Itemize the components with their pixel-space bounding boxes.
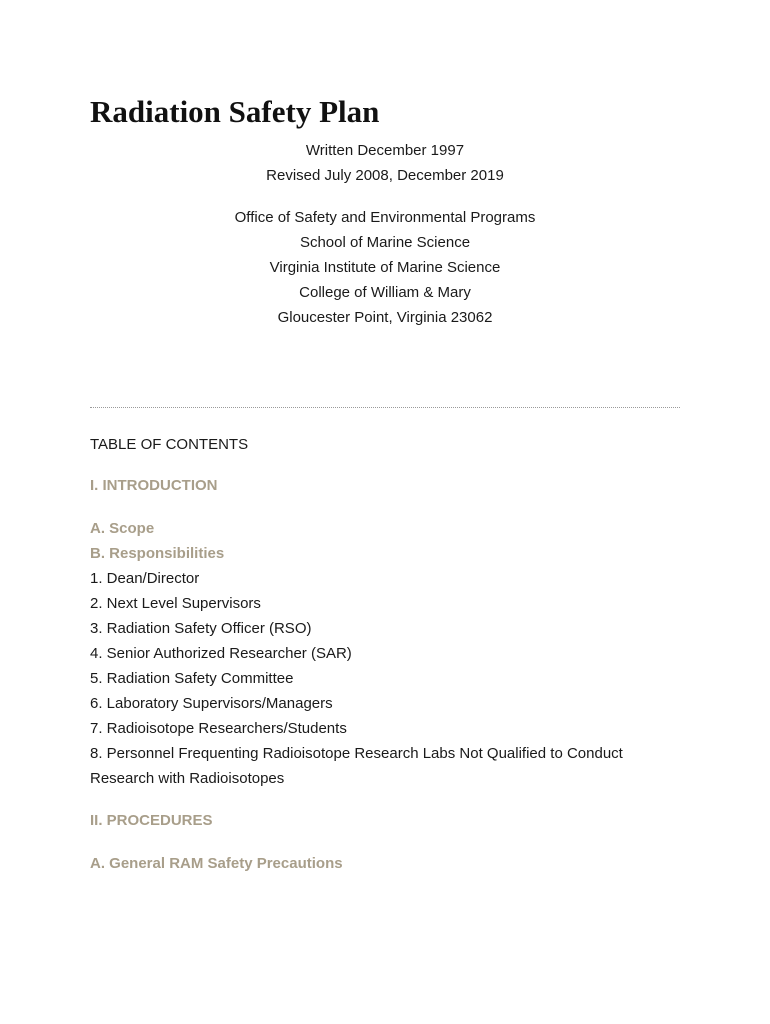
org-line-school: School of Marine Science xyxy=(299,234,471,251)
list-item: 6. Laboratory Supervisors/Managers xyxy=(90,695,333,712)
list-item: 2. Next Level Supervisors xyxy=(90,595,261,612)
list-item: 4. Senior Authorized Researcher (SAR) xyxy=(90,645,352,662)
org-line-college: College of William & Mary xyxy=(299,284,471,301)
responsibilities-list xyxy=(90,566,680,791)
toc-link-scope[interactable]: A. Scope xyxy=(90,520,155,537)
revised-date: Revised July 2008, December 2019 xyxy=(266,167,504,184)
list-item: 7. Radioisotope Researchers/Students xyxy=(90,720,347,737)
written-date: Written December 1997 xyxy=(305,142,465,159)
revision-info xyxy=(90,138,680,188)
list-item: 3. Radiation Safety Officer (RSO) xyxy=(90,620,312,637)
section-divider xyxy=(90,407,680,408)
toc-heading: TABLE OF CONTENTS xyxy=(90,436,249,453)
list-item: 5. Radiation Safety Committee xyxy=(90,670,294,687)
org-line-address: Gloucester Point, Virginia 23062 xyxy=(277,309,493,326)
list-item: 1. Dean/Director xyxy=(90,570,200,587)
org-line-office: Office of Safety and Environmental Programs xyxy=(234,209,536,226)
toc-link-procedures[interactable]: II. PROCEDURES xyxy=(90,812,213,829)
page-title: Radiation Safety Plan xyxy=(90,94,380,129)
toc-link-responsibilities[interactable]: B. Responsibilities xyxy=(90,545,225,562)
toc-link-general-precautions[interactable]: A. General RAM Safety Precautions xyxy=(90,855,343,872)
organization-block xyxy=(90,205,680,330)
toc-link-introduction[interactable]: I. INTRODUCTION xyxy=(90,477,218,494)
list-item: 8. Personnel Frequenting Radioisotope Research Labs Not Qualified to Conduct Research with Radioisotopes xyxy=(90,745,623,787)
org-line-institute: Virginia Institute of Marine Science xyxy=(269,259,501,276)
